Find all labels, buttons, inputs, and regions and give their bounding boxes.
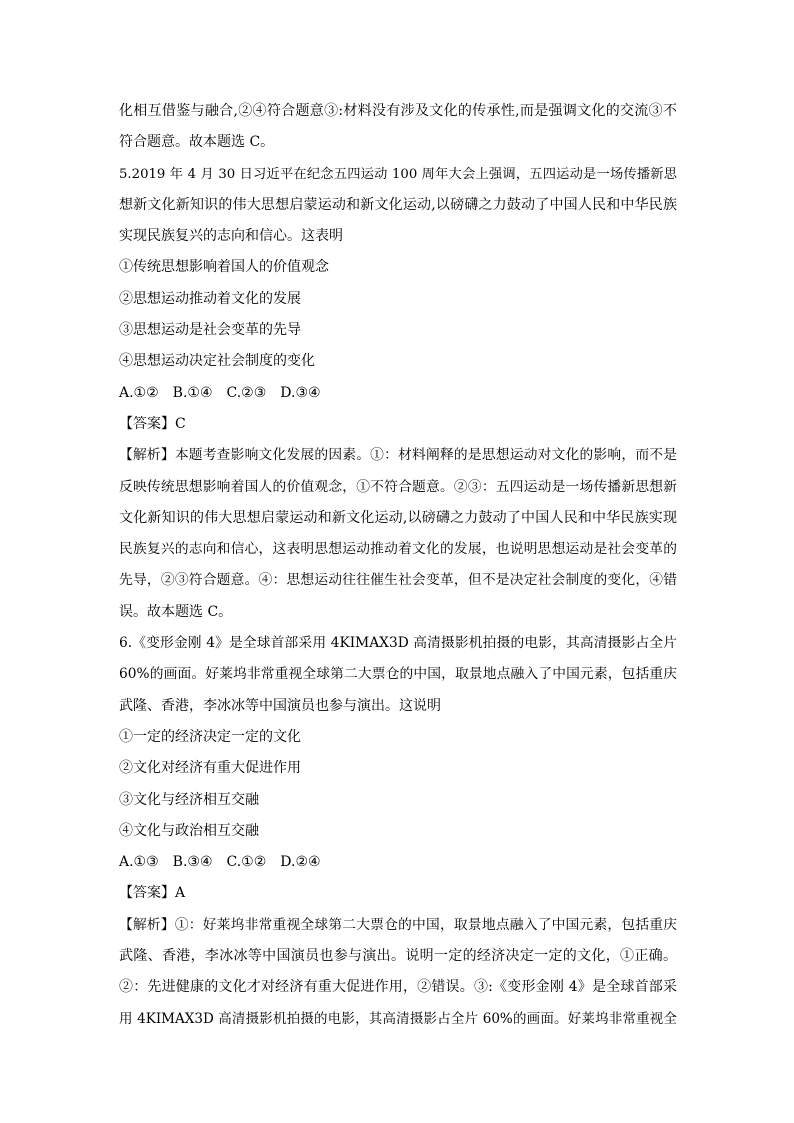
question-6-stem: 武隆、香港，李冰冰等中国演员也参与演出。这说明 [119, 697, 441, 714]
question-6-statement-1: ①一定的经济决定一定的文化 [119, 728, 301, 745]
question-5-analysis: 反映传统思想影响着国人的价值观念，①不符合题意。②③：五四运动是一场传播新思想新 [119, 478, 677, 495]
question-6-analysis: ②：先进健康的文化才对经济有重大促进作用，②错误。③:《变形金刚 4》是全球首部采 [119, 979, 677, 996]
text-line: 符合题意。故本题选 C。 [119, 134, 275, 151]
question-5-analysis: 【解析】本题考查影响文化发展的因素。①：材料阐释的是思想运动对文化的影响，而不是 [119, 447, 677, 464]
question-6-options: A.①③ B.③④ C.①② D.②④ [119, 854, 321, 871]
question-6-statement-4: ④文化与政治相互交融 [119, 822, 259, 839]
question-5-statement-3: ③思想运动是社会变革的先导 [119, 322, 301, 339]
question-6-statement-2: ②文化对经济有重大促进作用 [119, 760, 301, 777]
question-5-analysis: 民族复兴的志向和信心，这表明思想运动推动着文化的发展，也说明思想运动是社会变革的 [119, 541, 677, 558]
question-6-stem: 60%的画面。好莱坞非常重视全球第二大票仓的中国，取景地点融入了中国元素，包括重庆 [119, 666, 677, 683]
question-5-answer: 【答案】C [119, 415, 186, 432]
question-5-options: A.①② B.①④ C.②③ D.③④ [119, 384, 321, 401]
question-6-analysis: 武隆、香港，李冰冰等中国演员也参与演出。说明一定的经济决定一定的文化，①正确。 [119, 948, 677, 965]
question-5-analysis: 误。故本题选 C。 [119, 603, 233, 620]
question-6-answer: 【答案】A [119, 885, 186, 902]
text-line: 化相互借鉴与融合,②④符合题意③:材料没有涉及文化的传承性,而是强调文化的交流③不 [119, 103, 677, 119]
document-page [119, 96, 677, 1035]
question-5-statement-1: ①传统思想影响着国人的价值观念 [119, 259, 329, 276]
question-5-statement-2: ②思想运动推动着文化的发展 [119, 290, 301, 307]
question-5-stem: 5.2019 年 4 月 30 日习近平在纪念五四运动 100 周年大会上强调，五四运动是一场传播新思 [119, 166, 677, 182]
question-5-statement-4: ④思想运动决定社会制度的变化 [119, 353, 315, 370]
question-6-stem: 6.《变形金刚 4》是全球首部采用 4KIMAX3D 高清摄影机拍摄的电影，其高清摄影占全片 [119, 635, 677, 652]
question-5-stem: 实现民族复兴的志向和信心。这表明 [119, 228, 343, 245]
question-5-analysis: 文化新知识的伟大思想启蒙运动和新文化运动,以磅礴之力鼓动了中国人民和中华民族实现 [119, 509, 677, 526]
question-5-analysis: 先导，②③符合题意。④：思想运动往往催生社会变革，但不是决定社会制度的变化，④错 [119, 572, 677, 589]
question-6-analysis: 【解析】①：好莱坞非常重视全球第二大票仓的中国，取景地点融入了中国元素，包括重庆 [119, 916, 677, 933]
question-6-analysis: 用 4KIMAX3D 高清摄影机拍摄的电影，其高清摄影占全片 60%的画面。好莱坞非常重视全 [119, 1010, 677, 1027]
question-6-statement-3: ③文化与经济相互交融 [119, 791, 259, 808]
question-5-stem: 想新文化新知识的伟大思想启蒙运动和新文化运动,以磅礴之力鼓动了中国人民和中华民族 [119, 196, 677, 213]
